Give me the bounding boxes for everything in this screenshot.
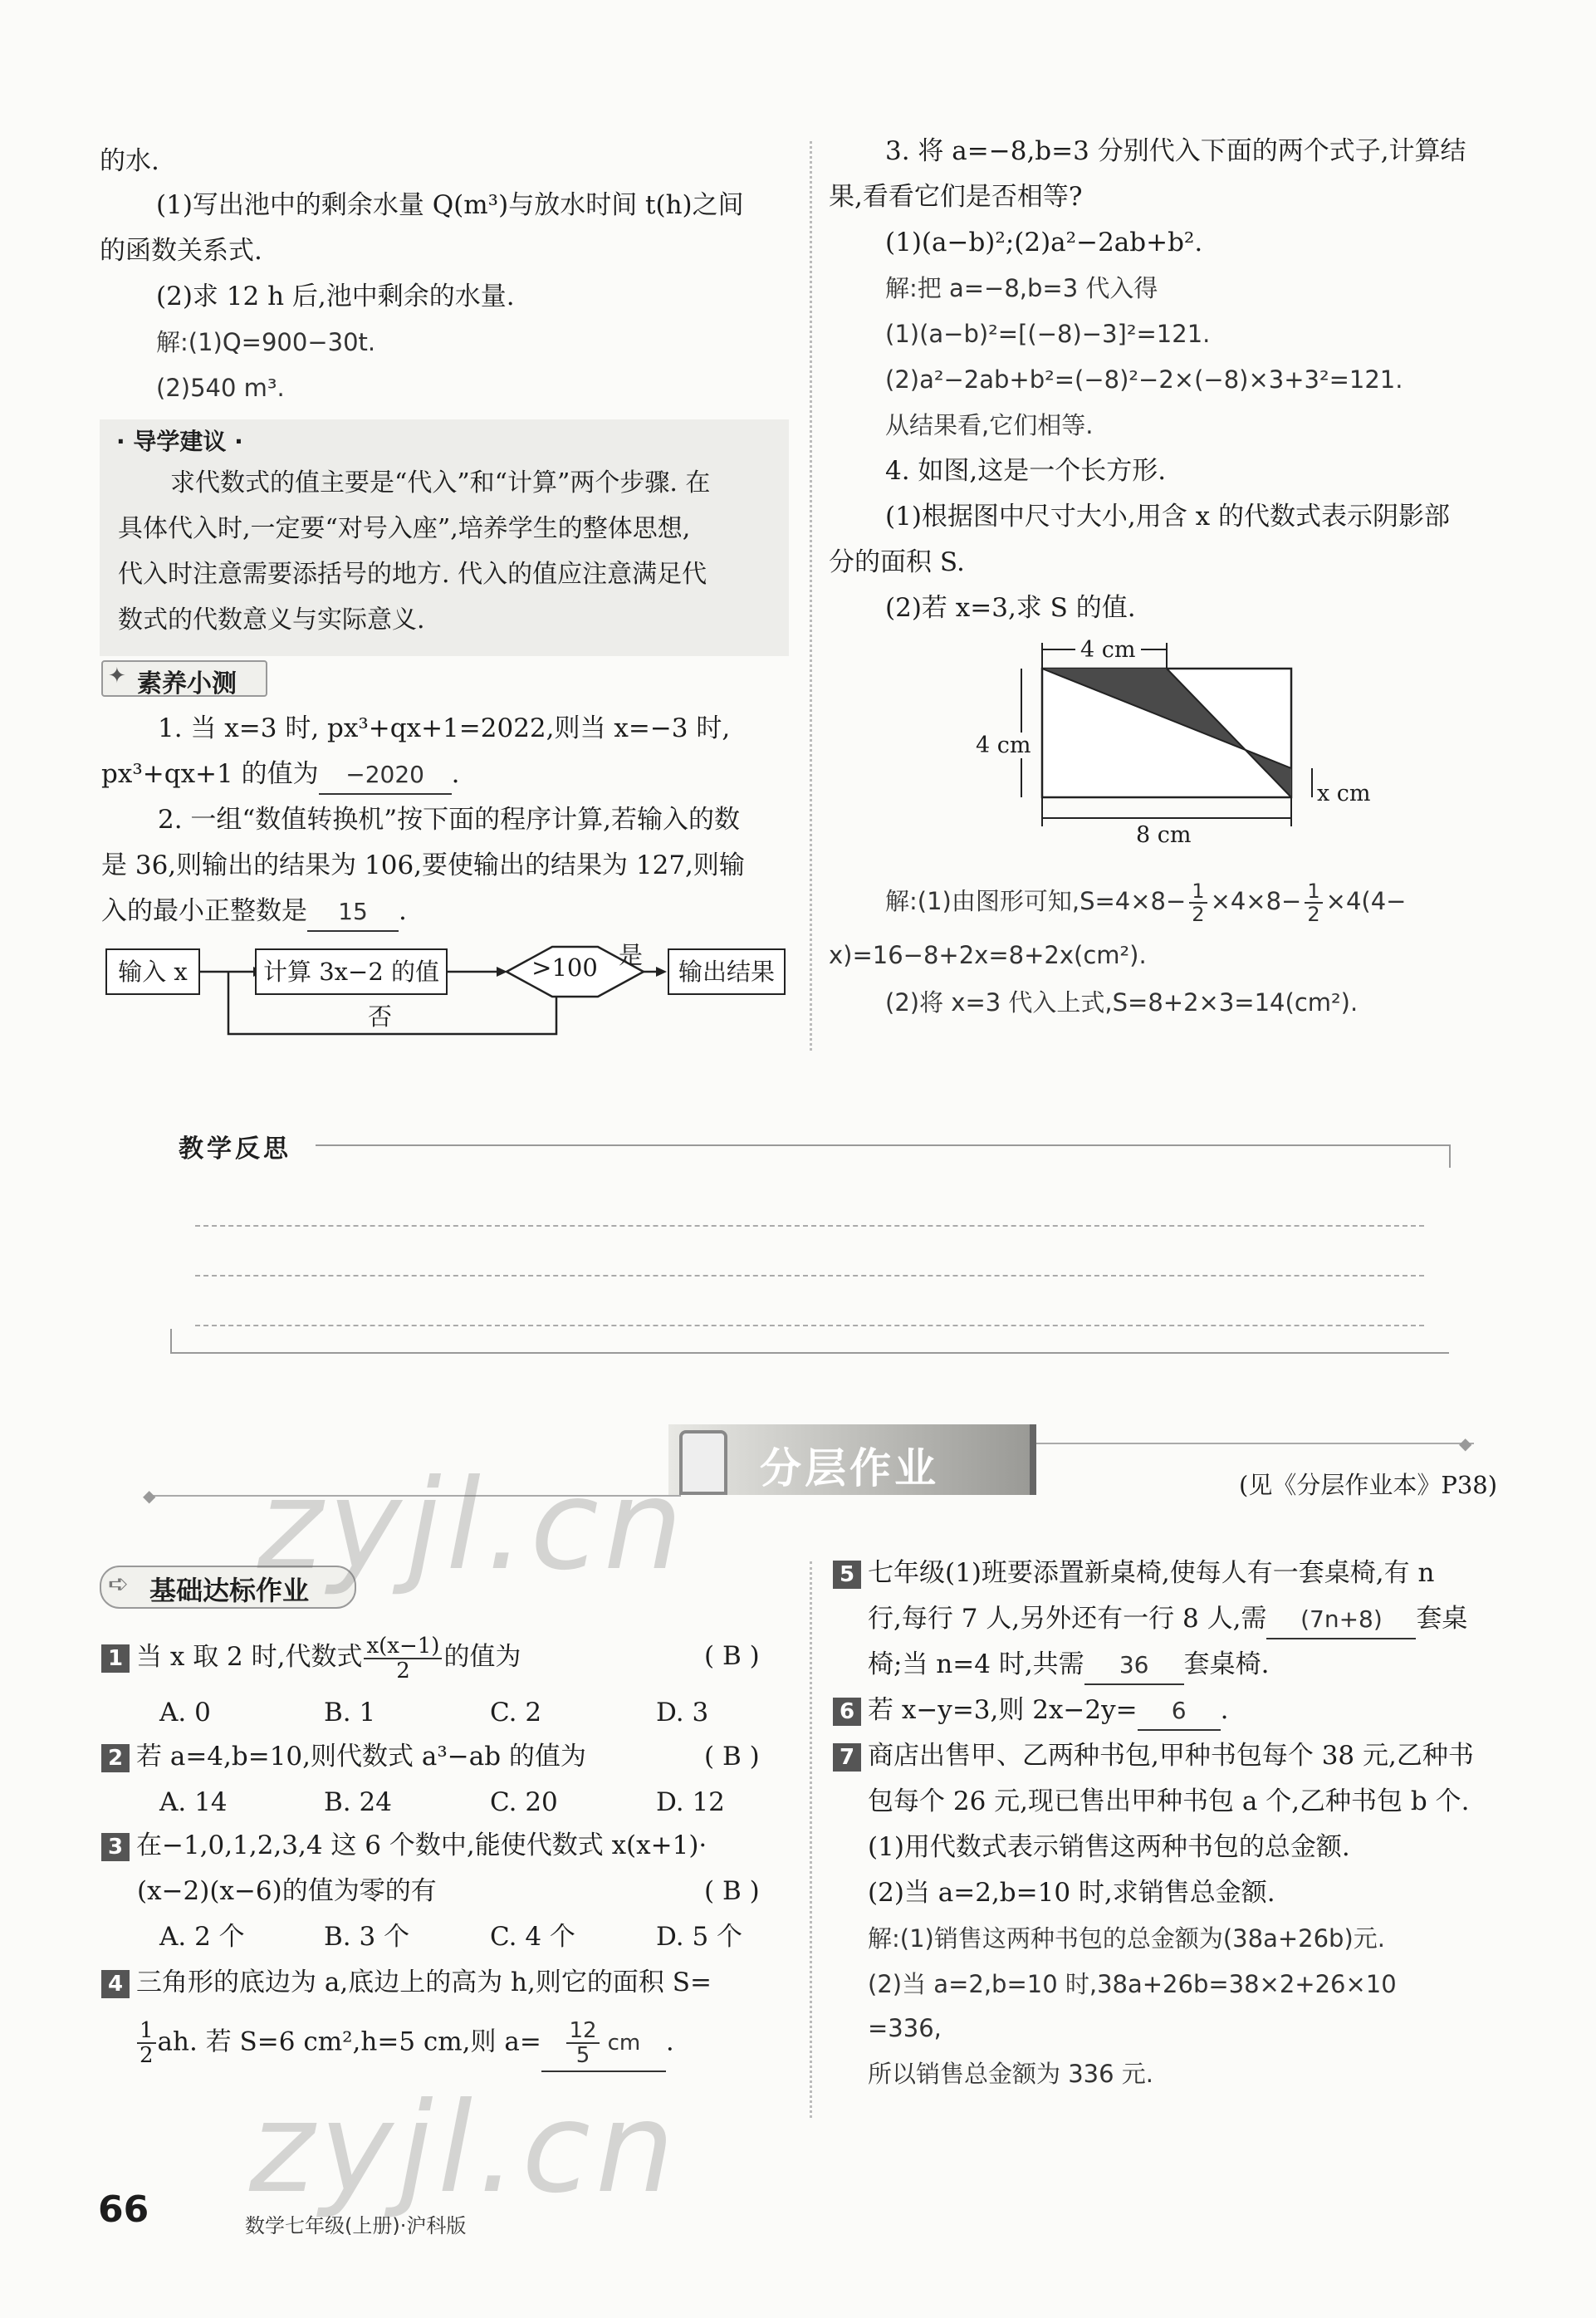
q5-b bbox=[868, 1600, 1467, 1639]
q5-text: 套桌 bbox=[1416, 1604, 1468, 1634]
q5-c bbox=[868, 1646, 1270, 1685]
q4-line: (2)若 x=3,求 S 的值. bbox=[885, 593, 1136, 623]
solution-line: =336, bbox=[868, 2014, 942, 2042]
q6-number: 6 bbox=[833, 1698, 861, 1726]
q4-solution bbox=[885, 876, 1406, 926]
diamond-icon: ◆ bbox=[1459, 1433, 1472, 1453]
q4-line: (1)根据图中尺寸大小,用含 x 的代数式表示阴影部 bbox=[885, 502, 1450, 532]
q3 bbox=[101, 1827, 707, 1864]
q3-answer: ( B ) bbox=[704, 1876, 760, 1906]
guide-line: 数式的代数意义与实际意义. bbox=[118, 605, 425, 635]
q3-option-b: B. 3 个 bbox=[324, 1922, 410, 1952]
arrow-icon: ➪ bbox=[108, 1570, 130, 1599]
quiz-q2: 2. 一组“数值转换机”按下面的程序计算,若输入的数 bbox=[158, 805, 740, 835]
answer-unit: cm bbox=[607, 2031, 641, 2056]
q1-option-b: B. 1 bbox=[324, 1698, 376, 1727]
quiz-q2-b: 是 36,则输出的结果为 106,要使输出的结果为 127,则输 bbox=[101, 850, 745, 880]
solution-line: (2)将 x=3 代入上式,S=8+2×3=14(cm²). bbox=[885, 988, 1359, 1017]
text-line: (2)求 12 h 后,池中剩余的水量. bbox=[156, 282, 515, 311]
q4-number: 4 bbox=[101, 1970, 130, 1998]
banner-ref: (见《分层作业本》P38) bbox=[1239, 1471, 1498, 1499]
q2-option-b: B. 24 bbox=[324, 1787, 392, 1817]
period: . bbox=[665, 2026, 674, 2057]
q1-answer: ( B ) bbox=[704, 1641, 760, 1671]
q2-answer: ( B ) bbox=[704, 1742, 760, 1772]
q5-text: 行,每行 7 人,另外还有一行 8 人,需 bbox=[868, 1604, 1267, 1634]
q3-number: 3 bbox=[101, 1833, 130, 1861]
flow-no-label: 否 bbox=[368, 1002, 393, 1031]
text-line: (1)写出池中的剩余水量 Q(m³)与放水时间 t(h)之间 bbox=[156, 190, 744, 220]
q7-number: 7 bbox=[833, 1743, 861, 1772]
q7-b: 包每个 26 元,现已售出甲种书包 a 个,乙种书包 b 个. bbox=[868, 1786, 1470, 1816]
q7-c: (1)用代数式表示销售这两种书包的总金额. bbox=[868, 1832, 1350, 1862]
q2-option-c: C. 20 bbox=[490, 1787, 558, 1817]
q2-option-a: A. 14 bbox=[159, 1787, 228, 1817]
q1-text: 当 x 取 2 时,代数式 bbox=[136, 1642, 363, 1672]
q1 bbox=[101, 1632, 521, 1683]
q4 bbox=[101, 1964, 712, 2001]
q2-text: 若 a=4,b=10,则代数式 a³−ab 的值为 bbox=[136, 1742, 586, 1772]
q5-number: 5 bbox=[833, 1561, 861, 1589]
solution-line: (2)a²−2ab+b²=(−8)²−2×(−8)×3+3²=121. bbox=[885, 365, 1403, 394]
q3-line: 果,看看它们是否相等? bbox=[829, 182, 1083, 212]
solution-line: 解:(1)Q=900−30t. bbox=[156, 328, 376, 356]
diamond-icon: ◆ bbox=[143, 1486, 156, 1506]
dim-right: x cm bbox=[1317, 781, 1371, 806]
q5-text: 七年级(1)班要添置新桌椅,使每人有一套桌椅,有 n bbox=[868, 1558, 1435, 1588]
dim-left: 4 cm bbox=[976, 733, 1031, 758]
fraction-denominator: 2 bbox=[1307, 903, 1320, 926]
q2-option-d: D. 12 bbox=[656, 1787, 725, 1817]
period: . bbox=[451, 759, 460, 789]
period: . bbox=[399, 896, 407, 926]
solution-text: ×4×8− bbox=[1210, 887, 1302, 915]
q2-number: 2 bbox=[101, 1744, 130, 1772]
flow-condition: >100 bbox=[531, 953, 598, 982]
dotted-line bbox=[195, 1275, 1424, 1277]
quiz-title: 素养小测 bbox=[137, 669, 237, 698]
q5-text: 套桌椅. bbox=[1183, 1649, 1270, 1679]
fraction-denominator: 2 bbox=[140, 2043, 154, 2068]
banner-title: 分层作业 bbox=[760, 1444, 939, 1492]
q4-line: 分的面积 S. bbox=[829, 547, 965, 577]
text-line: 的水. bbox=[100, 146, 159, 176]
q4-text: 三角形的底边为 a,底边上的高为 h,则它的面积 S= bbox=[136, 1968, 712, 1997]
solution-line: x)=16−8+2x=8+2x(cm²). bbox=[829, 941, 1147, 969]
answer-numerator: 12 bbox=[566, 2019, 599, 2044]
fraction-denominator: 2 bbox=[1192, 903, 1205, 926]
solution-text: 解:(1)由图形可知,S=4×8− bbox=[885, 887, 1187, 915]
quiz-q2-c bbox=[101, 893, 407, 932]
q7-text: 商店出售甲、乙两种书包,甲种书包每个 38 元,乙种书 bbox=[868, 1741, 1474, 1771]
quiz-q1: 1. 当 x=3 时, px³+qx+1=2022,则当 x=−3 时, bbox=[158, 713, 731, 743]
page-number: 66 bbox=[98, 2188, 149, 2231]
solution-line: (2)540 m³. bbox=[156, 374, 285, 402]
q4-line: 4. 如图,这是一个长方形. bbox=[885, 456, 1167, 486]
solution-line: 从结果看,它们相等. bbox=[885, 411, 1094, 439]
answer-blank: 6 bbox=[1138, 1693, 1221, 1731]
guide-line: 具体代入时,一定要“对号入座”,培养学生的整体思想, bbox=[118, 514, 691, 543]
fraction-numerator: 1 bbox=[1305, 880, 1322, 904]
answer-blank: −2020 bbox=[319, 757, 452, 795]
dim-top: 4 cm bbox=[1075, 637, 1141, 663]
fraction-denominator: 2 bbox=[396, 1658, 410, 1683]
guide-line: 求代数式的值主要是“代入”和“计算”两个步骤. 在 bbox=[170, 468, 711, 497]
q4-text: ah. 若 S=6 cm²,h=5 cm,则 a= bbox=[157, 2026, 541, 2057]
fraction-numerator: 1 bbox=[137, 2019, 156, 2044]
q4-b bbox=[137, 2014, 674, 2072]
solution-line: 所以销售总金额为 336 元. bbox=[868, 2060, 1154, 2088]
q1-text: 的值为 bbox=[443, 1642, 521, 1672]
dotted-line bbox=[195, 1225, 1424, 1227]
quiz-q1-b bbox=[101, 756, 459, 795]
q6-text: 若 x−y=3,则 2x−2y= bbox=[868, 1695, 1138, 1725]
watermark: zyjl.cn bbox=[257, 1453, 688, 1598]
flow-yes-label: 是 bbox=[619, 941, 644, 969]
basic-title: 基础达标作业 bbox=[149, 1575, 310, 1606]
banner-rule bbox=[1034, 1443, 1474, 1444]
dotted-line bbox=[195, 1325, 1424, 1326]
q2 bbox=[101, 1738, 586, 1775]
q1-option-d: D. 3 bbox=[656, 1698, 709, 1727]
q5 bbox=[833, 1555, 1434, 1591]
answer-blank: (7n+8) bbox=[1266, 1601, 1416, 1639]
flow-calc-box: 计算 3x−2 的值 bbox=[255, 948, 448, 995]
column-divider bbox=[810, 141, 812, 1051]
fraction-numerator: 1 bbox=[1189, 880, 1207, 904]
text-line: 的函数关系式. bbox=[100, 236, 262, 266]
q3-option-c: C. 4 个 bbox=[490, 1922, 575, 1952]
reflection-title: 教学反思 bbox=[179, 1134, 291, 1164]
q7-d: (2)当 a=2,b=10 时,求销售总金额. bbox=[868, 1878, 1275, 1908]
solution-text: ×4(4− bbox=[1325, 887, 1407, 915]
answer-blank: 15 bbox=[307, 894, 399, 932]
fraction-numerator: x(x−1) bbox=[364, 1634, 442, 1659]
flow-input-box: 输入 x bbox=[105, 948, 200, 995]
guide-line: 代入时注意需要添括号的地方. 代入的值应注意满足代 bbox=[118, 560, 707, 589]
q3-line: 3. 将 a=−8,b=3 分别代入下面的两个式子,计算结 bbox=[885, 136, 1466, 166]
q5-text: 椅;当 n=4 时,共需 bbox=[868, 1649, 1084, 1679]
q1-option-c: C. 2 bbox=[490, 1698, 542, 1727]
solution-line: (1)(a−b)²=[(−8)−3]²=121. bbox=[885, 320, 1211, 348]
solution-line: 解:把 a=−8,b=3 代入得 bbox=[885, 274, 1158, 302]
reflection-frame bbox=[1449, 1144, 1451, 1168]
q6 bbox=[833, 1692, 1228, 1731]
q1-number: 1 bbox=[101, 1644, 130, 1673]
column-divider bbox=[810, 1561, 812, 2118]
quiz-q2-text: 入的最小正整数是 bbox=[101, 896, 307, 926]
reflection-frame bbox=[170, 1329, 172, 1352]
reflection-line bbox=[316, 1144, 1449, 1146]
q3-option-d: D. 5 个 bbox=[656, 1922, 743, 1952]
quiz-q1-text: px³+qx+1 的值为 bbox=[101, 759, 319, 789]
solution-line: (2)当 a=2,b=10 时,38a+26b=38×2+26×10 bbox=[868, 1970, 1397, 1998]
q7 bbox=[833, 1737, 1474, 1774]
guide-title: · 导学建议 · bbox=[116, 428, 243, 455]
q3-option-a: A. 2 个 bbox=[159, 1922, 245, 1952]
q3-line: (1)(a−b)²;(2)a²−2ab+b². bbox=[885, 228, 1203, 257]
period: . bbox=[1220, 1695, 1229, 1725]
watermark: zyjl.cn bbox=[249, 2076, 680, 2221]
reflection-line bbox=[170, 1352, 1449, 1354]
book-title: 数学七年级(上册)·沪科版 bbox=[245, 2214, 467, 2237]
star-icon: ✦ bbox=[108, 664, 126, 689]
q1-option-a: A. 0 bbox=[159, 1698, 211, 1727]
flow-output-box: 输出结果 bbox=[668, 948, 786, 995]
answer-denominator: 5 bbox=[575, 2042, 590, 2068]
dim-bottom: 8 cm bbox=[1131, 822, 1197, 848]
answer-blank: 36 bbox=[1084, 1647, 1184, 1685]
solution-line: 解:(1)销售这两种书包的总金额为(38a+26b)元. bbox=[868, 1924, 1385, 1953]
q3-b: (x−2)(x−6)的值为零的有 bbox=[137, 1876, 437, 1906]
q3-text: 在−1,0,1,2,3,4 这 6 个数中,能使代数式 x(x+1)· bbox=[136, 1830, 707, 1860]
